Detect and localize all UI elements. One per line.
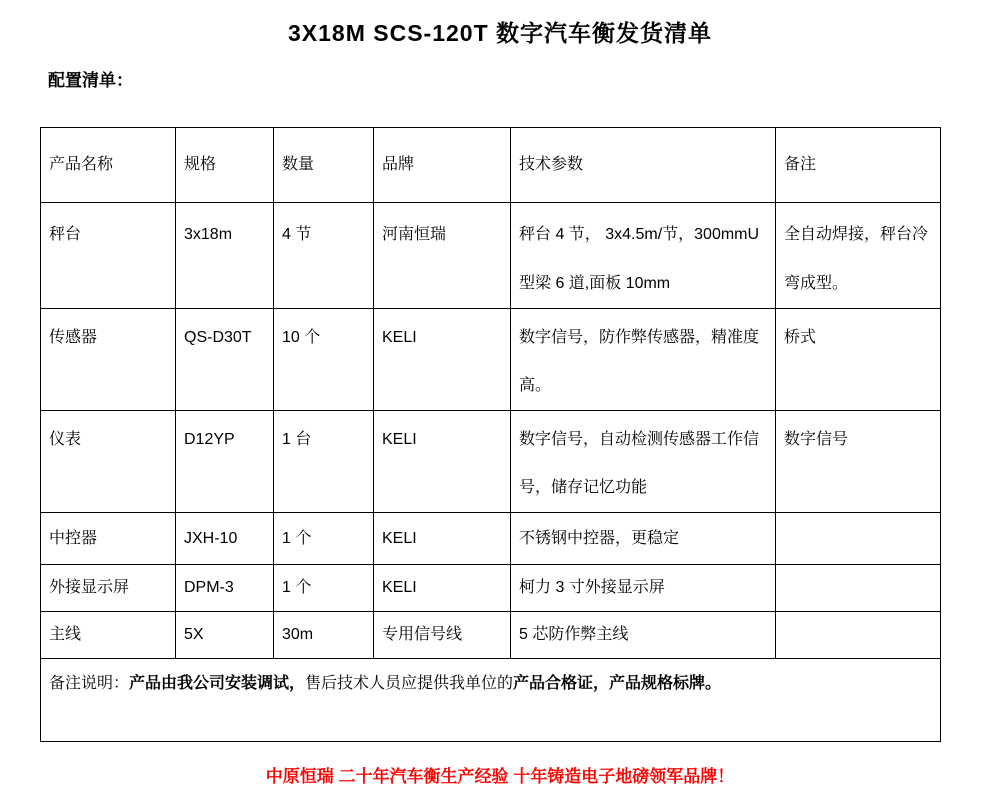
cell-spec: 3x18m — [176, 203, 274, 309]
cell-params: 5 芯防作弊主线 — [511, 612, 776, 659]
cell-qty: 10 个 — [274, 309, 374, 411]
cell-product-name: 主线 — [41, 612, 176, 659]
remark-segment-3: 产品合格证，产品规格标牌。 — [513, 675, 722, 692]
table-row-main-cable — [41, 612, 941, 659]
cell-spec: QS-D30T — [176, 309, 274, 411]
cell-brand: 专用信号线 — [374, 612, 511, 659]
table-row-indicator — [41, 411, 941, 513]
cell-note — [776, 513, 941, 565]
cell-product-name: 外接显示屏 — [41, 565, 176, 612]
cell-qty: 1 个 — [274, 565, 374, 612]
cell-params: 柯力 3 寸外接显示屏 — [511, 565, 776, 612]
cell-brand: KELI — [374, 309, 511, 411]
cell-product-name: 传感器 — [41, 309, 176, 411]
cell-params: 数字信号，防作弊传感器，精准度高。 — [511, 309, 776, 411]
table-row-external-display — [41, 565, 941, 612]
cell-params: 数字信号，自动检测传感器工作信号，储存记忆功能 — [511, 411, 776, 513]
table-header-row — [41, 128, 941, 203]
table-row-platform — [41, 203, 941, 309]
cell-qty: 4 节 — [274, 203, 374, 309]
cell-brand: 河南恒瑞 — [374, 203, 511, 309]
cell-spec: D12YP — [176, 411, 274, 513]
cell-spec: JXH-10 — [176, 513, 274, 565]
cell-qty: 1 个 — [274, 513, 374, 565]
cell-product-name: 秤台 — [41, 203, 176, 309]
cell-brand: KELI — [374, 565, 511, 612]
cell-brand: KELI — [374, 411, 511, 513]
cell-note: 桥式 — [776, 309, 941, 411]
section-label: 配置清单： — [48, 71, 133, 90]
cell-note — [776, 612, 941, 659]
cell-params: 不锈钢中控器，更稳定 — [511, 513, 776, 565]
page-title: 3X18M SCS-120T 数字汽车衡发货清单 — [287, 20, 713, 46]
table-remark-row — [41, 659, 941, 742]
remark-segment-2: 售后技术人员应提供我单位的 — [305, 675, 514, 692]
column-header-params: 技术参数 — [511, 128, 776, 203]
column-header-brand: 品牌 — [374, 128, 511, 203]
column-header-product-name: 产品名称 — [41, 128, 176, 203]
cell-qty: 1 台 — [274, 411, 374, 513]
remark-label: 备注说明： — [49, 675, 130, 692]
cell-qty: 30m — [274, 612, 374, 659]
column-header-qty: 数量 — [274, 128, 374, 203]
shipping-list-table — [40, 127, 941, 742]
cell-note — [776, 565, 941, 612]
cell-note: 数字信号 — [776, 411, 941, 513]
column-header-spec: 规格 — [176, 128, 274, 203]
cell-spec: DPM-3 — [176, 565, 274, 612]
cell-product-name: 中控器 — [41, 513, 176, 565]
column-header-note: 备注 — [776, 128, 941, 203]
cell-brand: KELI — [374, 513, 511, 565]
brand-slogan: 中原恒瑞 二十年汽车衡生产经验 十年铸造电子地磅领军品牌！ — [265, 767, 735, 786]
cell-note: 全自动焊接，秤台冷弯成型。 — [776, 203, 941, 309]
table-row-controller — [41, 513, 941, 565]
remark-segment-1: 产品由我公司安装调试， — [129, 675, 306, 692]
remark-cell — [41, 659, 941, 742]
cell-product-name: 仪表 — [41, 411, 176, 513]
cell-params: 秤台 4 节， 3x4.5m/节，300mmU 型梁 6 道,面板 10mm — [511, 203, 776, 309]
cell-spec: 5X — [176, 612, 274, 659]
table-row-sensor — [41, 309, 941, 411]
